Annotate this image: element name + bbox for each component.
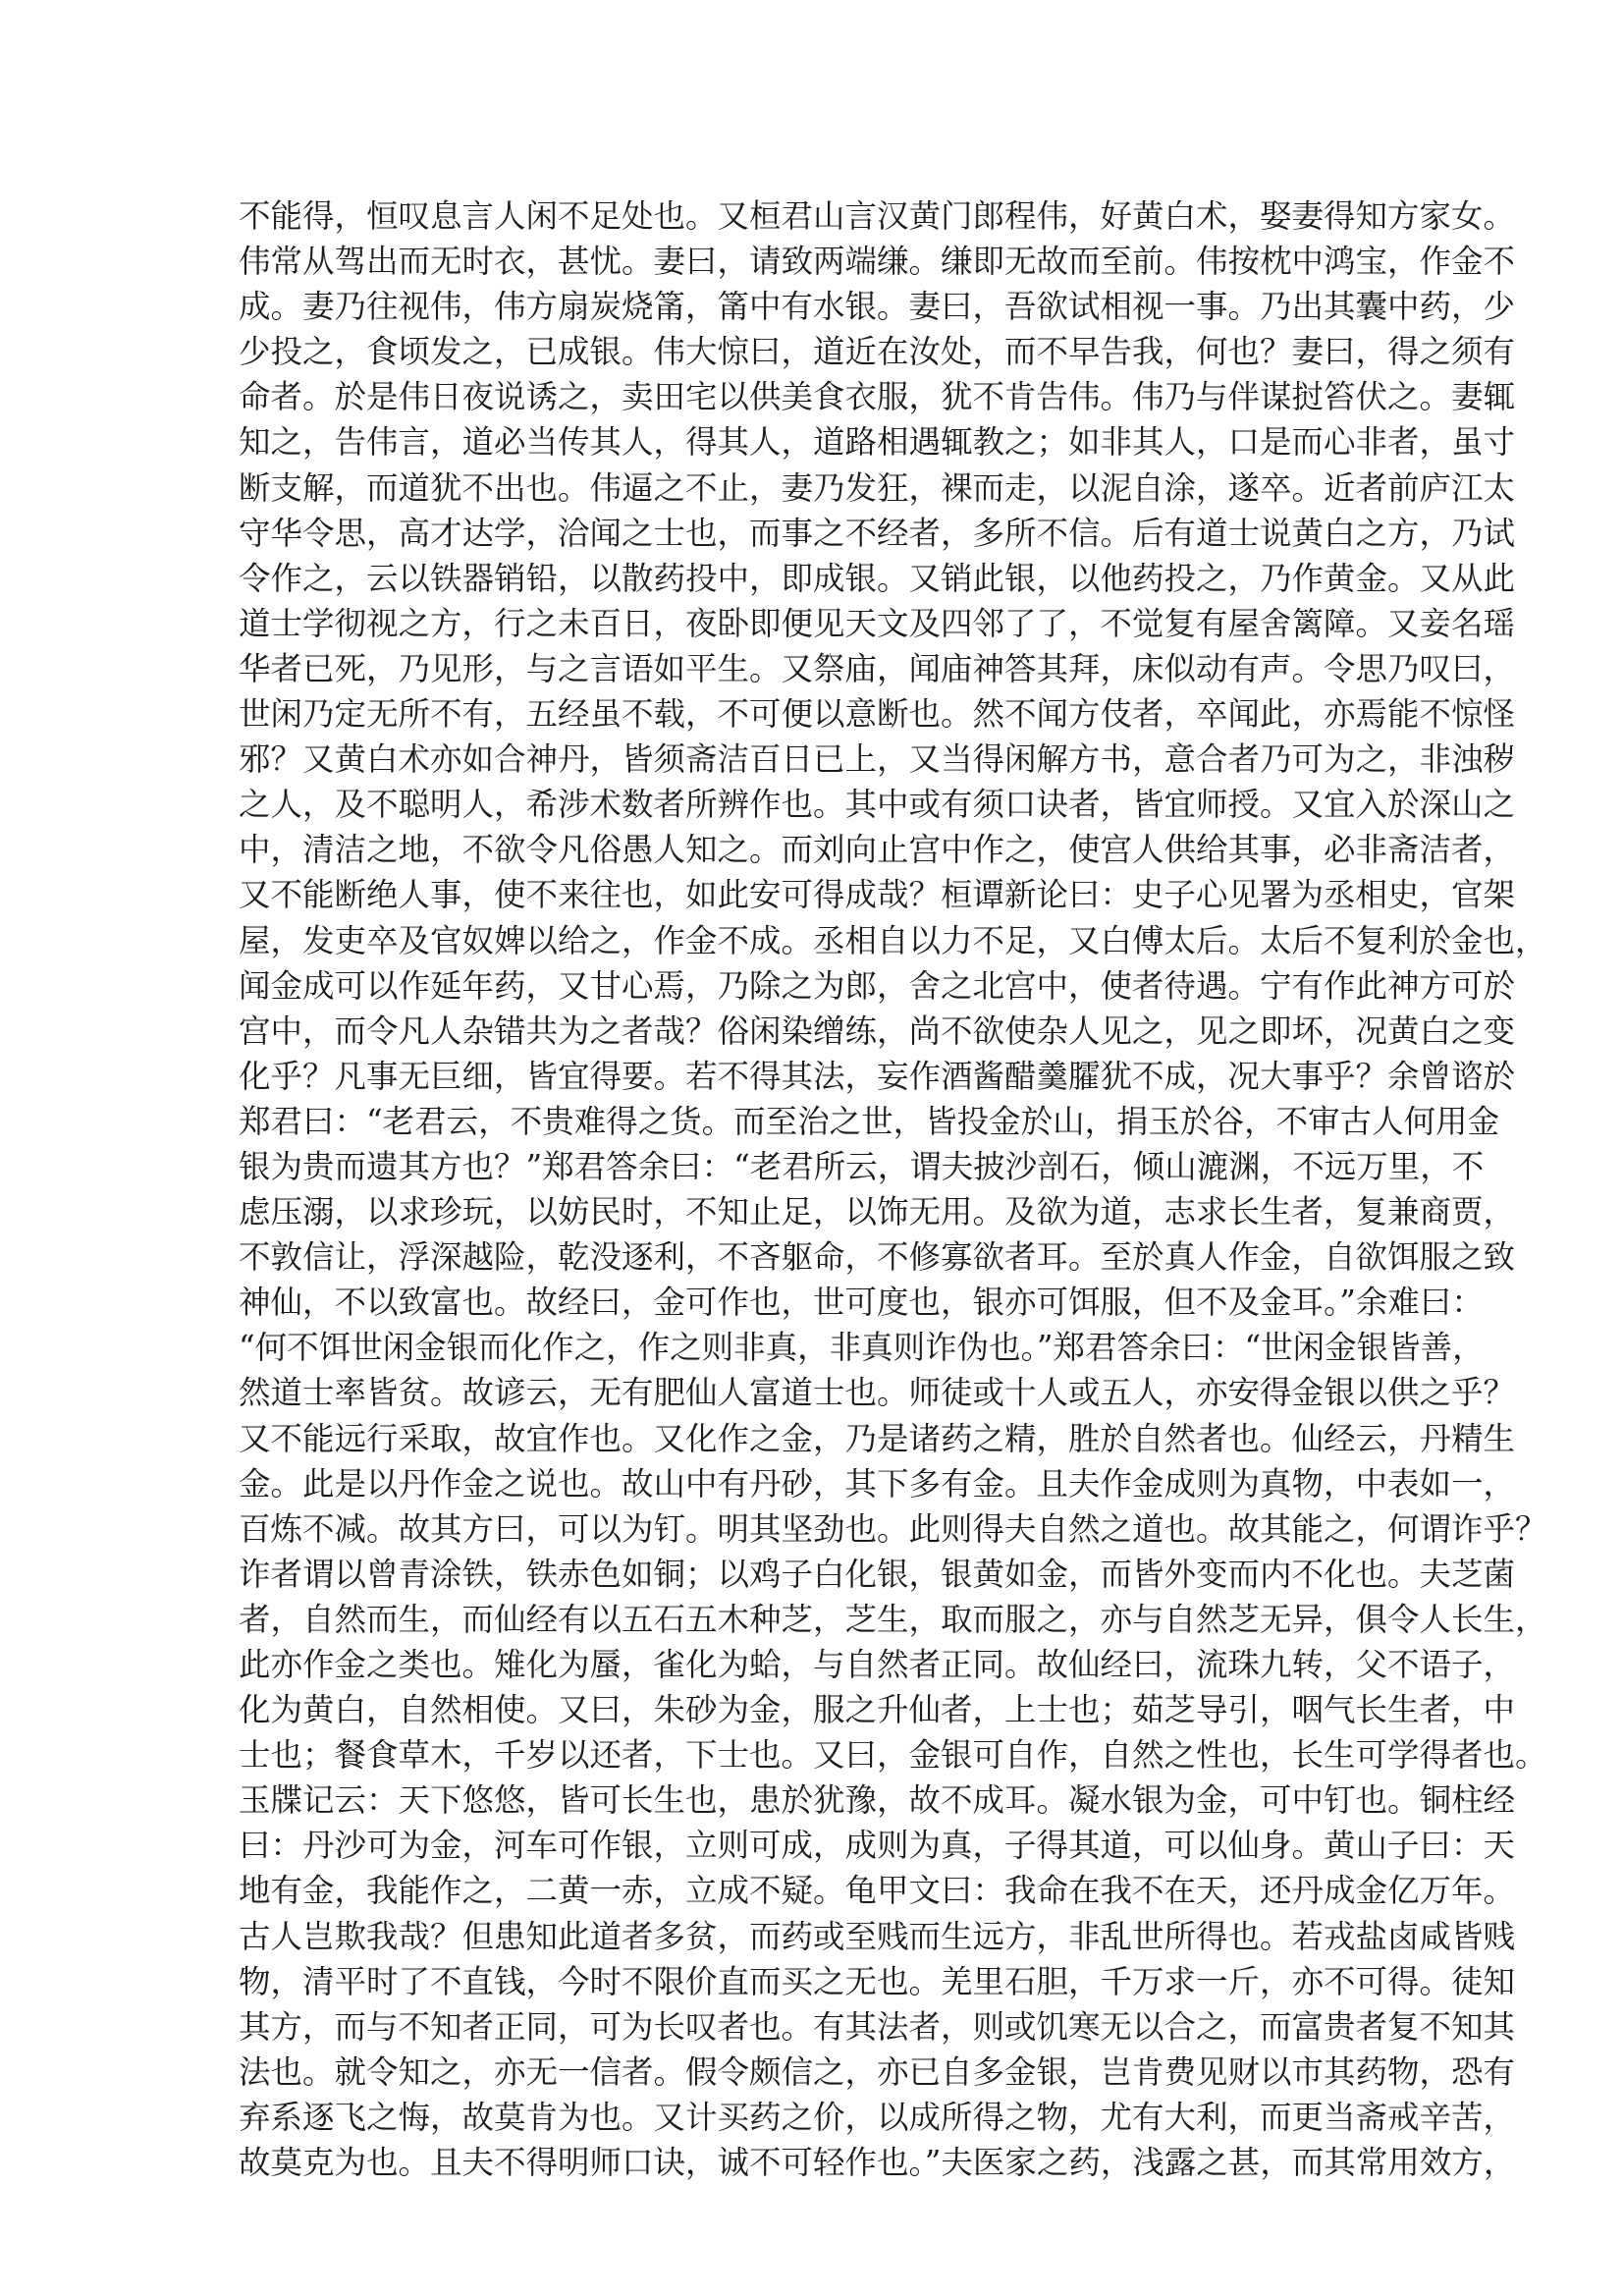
- text-line: 神仙，不以致富也。故经曰，金可作也，世可度也，银亦可饵服，但不及金耳。”余难曰：: [239, 1284, 1484, 1322]
- text-line: 其方，而与不知者正同，可为长叹者也。有其法者，则或饥寒无以合之，而富贵者复不知其: [239, 2007, 1516, 2046]
- text-line: 知之，告伟言，道必当传其人，得其人，道路相遇辄教之；如非其人，口是而心非者，虽寸: [239, 423, 1516, 462]
- text-line: 诈者谓以曾青涂铁，铁赤色如铜；以鸡子白化银，银黄如金，而皆外变而内不化也。夫芝菌: [239, 1555, 1516, 1593]
- text-line: 守华令思，高才达学，洽闻之士也，而事之不经者，多所不信。后有道士说黄白之方，乃试: [239, 514, 1516, 552]
- text-line: 之人，及不聪明人，希涉术数者所辨作也。其中或有须口诀者，皆宜师授。又宜入於深山之: [239, 786, 1516, 824]
- text-line: 令作之，云以铁器销铅，以散药投中，即成银。又销此银，以他药投之，乃作黄金。又从此: [239, 559, 1516, 597]
- text-line: 弃系逐飞之悔，故莫肯为也。又计买药之价，以成所得之物，尤有大利，而更当斋戒辛苦，: [239, 2098, 1516, 2136]
- text-line: 华者已死，乃见形，与之言语如平生。又祭庙，闻庙神答其拜，床似动有声。令思乃叹曰，: [239, 649, 1516, 687]
- text-line: 又不能断绝人事，使不来往也，如此安可得成哉？桓谭新论曰：史子心见署为丞相史，官架: [239, 876, 1516, 914]
- text-line: 者，自然而生，而仙经有以五石五木种芝，芝生，取而服之，亦与自然芝无异，俱令人长生，: [239, 1600, 1547, 1638]
- text-line: 化乎？凡事无巨细，皆宜得要。若不得其法，妄作酒酱醋羹臛犹不成，况大事乎？余曾谘於: [239, 1057, 1516, 1095]
- text-line: 郑君曰：“老君云，不贵难得之货。而至治之世，皆投金於山，捐玉於谷，不审古人何用金: [239, 1102, 1500, 1140]
- text-line: 闻金成可以作延年药，又甘心焉，乃除之为郎，舍之北宫中，使者待遇。宁有作此神方可於: [239, 966, 1516, 1005]
- text-line: 然道士率皆贫。故谚云，无有肥仙人富道士也。师徒或十人或五人，亦安得金银以供之乎？: [239, 1374, 1516, 1412]
- text-line: 断支解，而道犹不出也。伟逼之不止，妻乃发狂，裸而走，以泥自涂，遂卒。近者前庐江太: [239, 468, 1516, 507]
- text-line: 故莫克为也。且夫不得明师口诀，诚不可轻作也。”夫医家之药，浅露之甚，而其常用效方，: [239, 2144, 1516, 2182]
- text-line: 金。此是以丹作金之说也。故山中有丹砂，其下多有金。且夫作金成则为真物，中表如一，: [239, 1464, 1516, 1503]
- text-line: “何不饵世闲金银而化作之，作之则非真，非真则诈伪也。”郑君答余曰：“世闲金银皆善，: [239, 1329, 1485, 1367]
- text-line: 地有金，我能作之，二黄一赤，立成不疑。龟甲文曰：我命在我不在天，还丹成金亿万年。: [239, 1872, 1516, 1910]
- text-line: 宫中，而令凡人杂错共为之者哉？俗闲染缯练，尚不欲使杂人见之，见之即坏，况黄白之变: [239, 1011, 1516, 1050]
- text-line: 邪？又黄白术亦如合神丹，皆须斋洁百日已上，又当得闲解方书，意合者乃可为之，非浊秽: [239, 740, 1516, 779]
- text-line: 中，清洁之地，不欲令凡俗愚人知之。而刘向止宫中作之，使宫人供给其事，必非斋洁者，: [239, 831, 1516, 869]
- text-line: 成。妻乃往视伟，伟方扇炭烧筩，筩中有水银。妻曰，吾欲试相视一事。乃出其囊中药，少: [239, 288, 1516, 326]
- text-line: 世闲乃定无所不有，五经虽不载，不可便以意断也。然不闻方伎者，卒闻此，亦焉能不惊怪: [239, 695, 1516, 734]
- text-line: 屋，发吏卒及官奴婢以给之，作金不成。丞相自以力不足，又白傅太后。太后不复利於金也，: [239, 921, 1547, 959]
- text-line: 虑压溺，以求珍玩，以妨民时，不知止足，以饰无用。及欲为道，志求长生者，复兼商贾，: [239, 1193, 1516, 1231]
- text-line: 少投之，食顷发之，已成银。伟大惊曰，道近在汝处，而不早告我，何也？妻曰，得之须有: [239, 333, 1516, 371]
- text-line: 伟常从驾出而无时衣，甚忧。妻曰，请致两端缣。缣即无故而至前。伟按枕中鸿宝，作金不: [239, 243, 1516, 281]
- text-line: 曰：丹沙可为金，河车可作银，立则可成，成则为真，子得其道，可以仙身。黄山子曰：天: [239, 1827, 1516, 1865]
- text-line: 玉牒记云：天下悠悠，皆可长生也，患於犹豫，故不成耳。凝水银为金，可中钉也。铜柱经: [239, 1781, 1516, 1820]
- text-line: 士也；餐食草木，千岁以还者，下士也。又曰，金银可自作，自然之性也，长生可学得者也。: [239, 1736, 1547, 1775]
- body-text: [239, 193, 1547, 2185]
- text-line: 化为黄白，自然相使。又曰，朱砂为金，服之升仙者，上士也；茹芝导引，咽气长生者，中: [239, 1691, 1516, 1729]
- text-line: 命者。於是伟日夜说诱之，卖田宅以供美食衣服，犹不肯告伟。伟乃与伴谋挝笞伏之。妻辄: [239, 378, 1516, 416]
- text-line: 又不能远行采取，故宜作也。又化作之金，乃是诸药之精，胜於自然者也。仙经云，丹精生: [239, 1419, 1516, 1457]
- text-line: 物，清平时了不直钱，今时不限价直而买之无也。羌里石胆，千万求一斤，亦不可得。徒知: [239, 1962, 1516, 2000]
- text-line: 古人岂欺我哉？但患知此道者多贫，而药或至贱而生远方，非乱世所得也。若戎盐卤咸皆贱: [239, 1917, 1516, 1955]
- text-line: 不敦信让，浮深越险，乾没逐利，不吝躯命，不修寡欲者耳。至於真人作金，自欲饵服之致: [239, 1238, 1516, 1277]
- text-line: 法也。就令知之，亦无一信者。假令颇信之，亦已自多金银，岂肯费见财以市其药物，恐有: [239, 2052, 1516, 2091]
- text-line: 百炼不减。故其方曰，可以为钉。明其坚劲也。此则得夫自然之道也。故其能之，何谓诈乎？: [239, 1509, 1547, 1548]
- text-line: 银为贵而遗其方也？”郑君答余曰：“老君所云，谓夫披沙剖石，倾山漉渊，不远万里，不: [239, 1147, 1485, 1185]
- text-line: 此亦作金之类也。雉化为蜃，雀化为蛤，与自然者正同。故仙经曰，流珠九转，父不语子，: [239, 1646, 1516, 1683]
- text-line: 道士学彻视之方，行之未百日，夜卧即便见天文及四邻了了，不觉复有屋舍篱障。又妾名瑶: [239, 604, 1516, 642]
- text-line: 不能得，恒叹息言人闲不足处也。又桓君山言汉黄门郎程伟，好黄白术，娶妻得知方家女。: [239, 197, 1516, 235]
